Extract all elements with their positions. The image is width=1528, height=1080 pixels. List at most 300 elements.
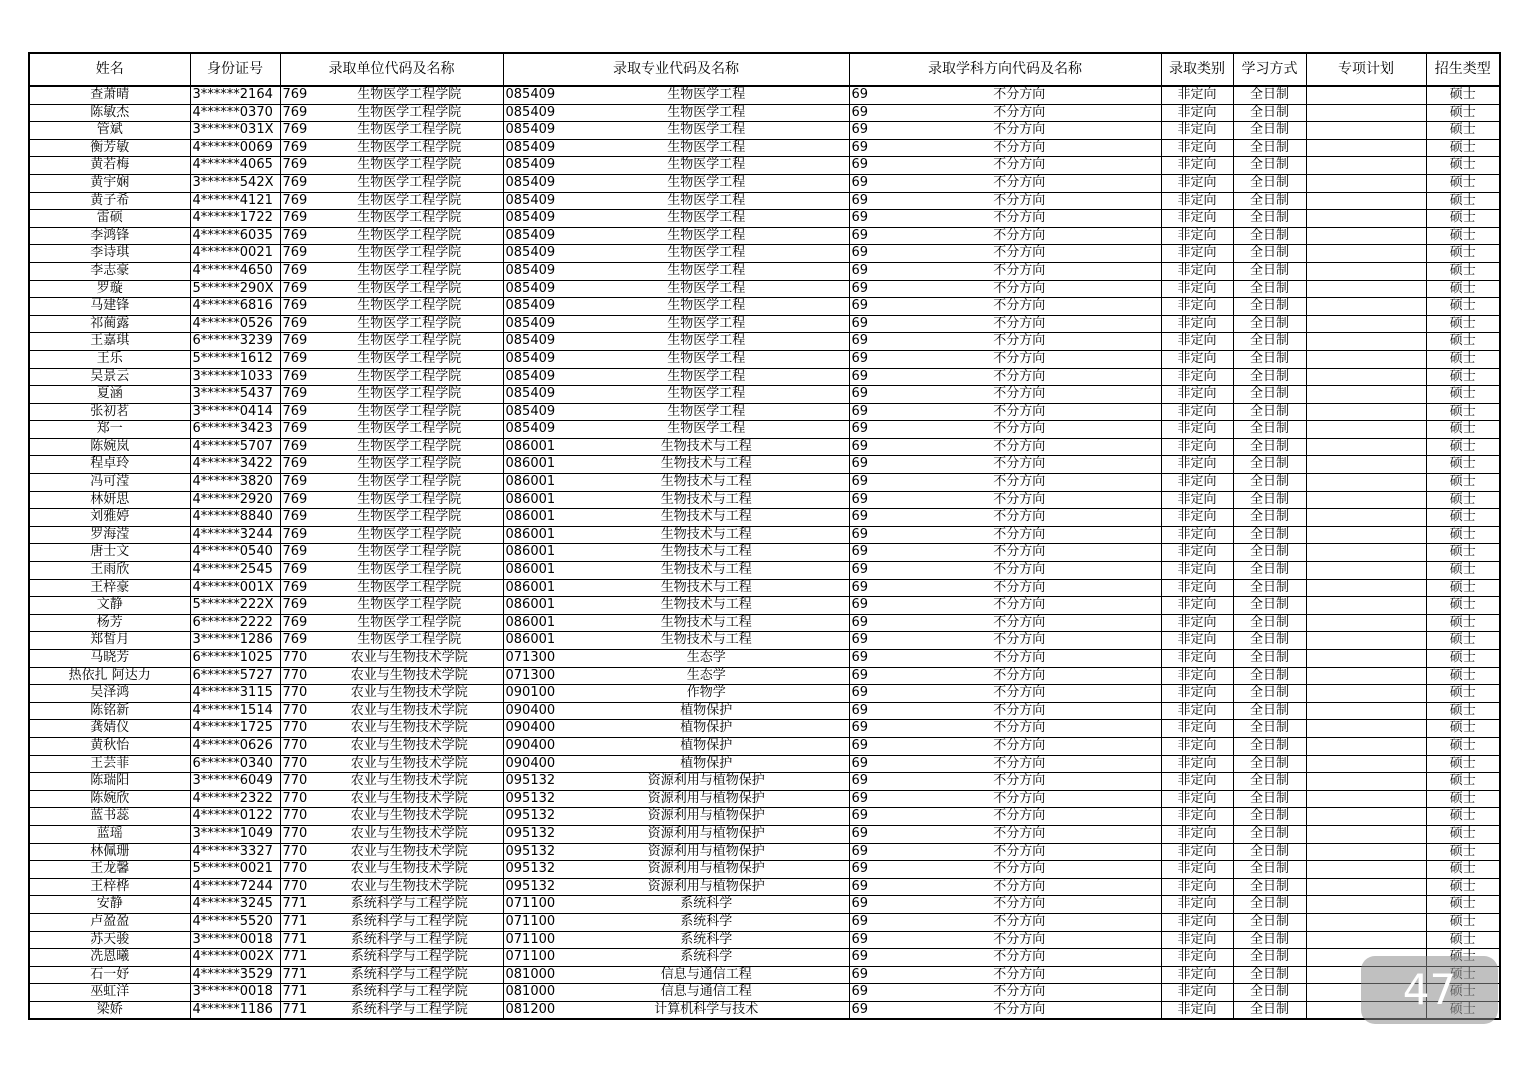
unit-code-cell: 770 [280, 737, 316, 755]
direction-name-cell: 不分方向 [878, 491, 1161, 509]
unit-name-cell: 生物医学工程学院 [316, 315, 503, 333]
unit-code-cell: 769 [280, 315, 316, 333]
table-row [29, 174, 1500, 192]
table-row [29, 755, 1500, 773]
direction-name-cell: 不分方向 [878, 808, 1161, 826]
unit-name-cell: 生物医学工程学院 [316, 632, 503, 650]
study-mode-cell: 全日制 [1233, 456, 1306, 474]
enrollment-type-cell: 硕士 [1426, 544, 1500, 562]
unit-code-cell: 769 [280, 509, 316, 527]
id-number-cell: 6******3239 [190, 333, 280, 351]
name-cell: 马建锋 [29, 298, 190, 316]
name-cell: 杨芳 [29, 614, 190, 632]
id-number-cell: 3******0018 [190, 984, 280, 1002]
major-code-cell: 085409 [503, 192, 564, 210]
enrollment-type-cell: 硕士 [1426, 210, 1500, 228]
unit-code-cell: 769 [280, 210, 316, 228]
direction-name-cell: 不分方向 [878, 403, 1161, 421]
major-name-cell: 植物保护 [564, 720, 849, 738]
unit-name-cell: 农业与生物技术学院 [316, 773, 503, 791]
admission-category-cell: 非定向 [1161, 368, 1233, 386]
direction-code-cell: 69 [849, 315, 878, 333]
id-number-cell: 5******0021 [190, 861, 280, 879]
enrollment-type-cell: 硕士 [1426, 825, 1500, 843]
name-cell: 黄若梅 [29, 157, 190, 175]
special-plan-cell [1306, 122, 1426, 140]
id-number-cell: 4******0540 [190, 544, 280, 562]
name-cell: 李诗琪 [29, 245, 190, 263]
major-name-cell: 生物医学工程 [564, 122, 849, 140]
enrollment-type-cell: 硕士 [1426, 438, 1500, 456]
unit-name-cell: 生物医学工程学院 [316, 597, 503, 615]
unit-name-cell: 生物医学工程学院 [316, 491, 503, 509]
table-row [29, 720, 1500, 738]
table-row [29, 562, 1500, 580]
id-number-cell: 5******222X [190, 597, 280, 615]
name-cell: 卢盈盈 [29, 913, 190, 931]
id-number-cell: 4******3245 [190, 896, 280, 914]
name-cell: 李志豪 [29, 262, 190, 280]
id-number-cell: 4******0526 [190, 315, 280, 333]
unit-code-cell: 769 [280, 474, 316, 492]
unit-code-cell: 769 [280, 562, 316, 580]
direction-code-cell: 69 [849, 438, 878, 456]
id-number-cell: 4******4650 [190, 262, 280, 280]
major-code-cell: 086001 [503, 597, 564, 615]
enrollment-type-cell: 硕士 [1426, 157, 1500, 175]
unit-name-cell: 农业与生物技术学院 [316, 720, 503, 738]
direction-name-cell: 不分方向 [878, 702, 1161, 720]
table-row [29, 315, 1500, 333]
name-cell: 王芸菲 [29, 755, 190, 773]
admission-category-cell: 非定向 [1161, 896, 1233, 914]
unit-name-cell: 农业与生物技术学院 [316, 667, 503, 685]
major-name-cell: 植物保护 [564, 702, 849, 720]
enrollment-type-cell: 硕士 [1426, 368, 1500, 386]
enrollment-type-cell: 硕士 [1426, 737, 1500, 755]
id-number-cell: 3******2164 [190, 86, 280, 104]
special-plan-cell [1306, 421, 1426, 439]
unit-name-cell: 系统科学与工程学院 [316, 966, 503, 984]
id-number-cell: 6******0340 [190, 755, 280, 773]
unit-code-cell: 769 [280, 122, 316, 140]
special-plan-cell [1306, 368, 1426, 386]
unit-code-cell: 771 [280, 1001, 316, 1019]
name-cell: 冼恩曦 [29, 949, 190, 967]
direction-code-cell: 69 [849, 755, 878, 773]
admission-category-cell: 非定向 [1161, 192, 1233, 210]
id-number-cell: 4******4121 [190, 192, 280, 210]
id-number-cell: 3******1033 [190, 368, 280, 386]
id-number-cell: 4******4065 [190, 157, 280, 175]
id-number-cell: 4******1722 [190, 210, 280, 228]
admission-category-cell: 非定向 [1161, 667, 1233, 685]
major-code-cell: 086001 [503, 579, 564, 597]
name-cell: 唐士文 [29, 544, 190, 562]
study-mode-cell: 全日制 [1233, 808, 1306, 826]
table-row [29, 614, 1500, 632]
special-plan-cell [1306, 403, 1426, 421]
enrollment-type-cell: 硕士 [1426, 421, 1500, 439]
major-name-cell: 资源利用与植物保护 [564, 861, 849, 879]
direction-code-cell: 69 [849, 368, 878, 386]
study-mode-cell: 全日制 [1233, 438, 1306, 456]
direction-code-cell: 69 [849, 403, 878, 421]
table-row [29, 878, 1500, 896]
unit-name-cell: 生物医学工程学院 [316, 509, 503, 527]
enrollment-type-cell: 硕士 [1426, 333, 1500, 351]
enrollment-type-cell: 硕士 [1426, 720, 1500, 738]
col-header-unit: 录取单位代码及名称 [280, 53, 503, 86]
special-plan-cell [1306, 755, 1426, 773]
major-code-cell: 085409 [503, 403, 564, 421]
name-cell: 雷硕 [29, 210, 190, 228]
major-name-cell: 生物医学工程 [564, 245, 849, 263]
direction-name-cell: 不分方向 [878, 913, 1161, 931]
name-cell: 热依扎 阿达力 [29, 667, 190, 685]
major-name-cell: 资源利用与植物保护 [564, 790, 849, 808]
id-number-cell: 3******0018 [190, 931, 280, 949]
unit-code-cell: 770 [280, 825, 316, 843]
admission-category-cell: 非定向 [1161, 174, 1233, 192]
direction-code-cell: 69 [849, 421, 878, 439]
major-name-cell: 生物医学工程 [564, 386, 849, 404]
major-name-cell: 生物医学工程 [564, 333, 849, 351]
table-row [29, 931, 1500, 949]
unit-code-cell: 770 [280, 650, 316, 668]
special-plan-cell [1306, 509, 1426, 527]
unit-name-cell: 农业与生物技术学院 [316, 755, 503, 773]
direction-name-cell: 不分方向 [878, 755, 1161, 773]
unit-code-cell: 769 [280, 86, 316, 104]
direction-name-cell: 不分方向 [878, 931, 1161, 949]
direction-code-cell: 69 [849, 350, 878, 368]
major-code-cell: 085409 [503, 210, 564, 228]
major-code-cell: 090400 [503, 737, 564, 755]
study-mode-cell: 全日制 [1233, 315, 1306, 333]
unit-code-cell: 769 [280, 421, 316, 439]
unit-code-cell: 769 [280, 298, 316, 316]
major-code-cell: 071100 [503, 913, 564, 931]
major-code-cell: 086001 [503, 438, 564, 456]
admission-category-cell: 非定向 [1161, 122, 1233, 140]
name-cell: 巫虹洋 [29, 984, 190, 1002]
special-plan-cell [1306, 474, 1426, 492]
direction-name-cell: 不分方向 [878, 210, 1161, 228]
admission-category-cell: 非定向 [1161, 262, 1233, 280]
study-mode-cell: 全日制 [1233, 562, 1306, 580]
unit-code-cell: 769 [280, 526, 316, 544]
name-cell: 张初茗 [29, 403, 190, 421]
direction-code-cell: 69 [849, 562, 878, 580]
major-name-cell: 系统科学 [564, 949, 849, 967]
unit-code-cell: 769 [280, 227, 316, 245]
admission-category-cell: 非定向 [1161, 315, 1233, 333]
admission-category-cell: 非定向 [1161, 737, 1233, 755]
id-number-cell: 4******6035 [190, 227, 280, 245]
special-plan-cell [1306, 174, 1426, 192]
direction-code-cell: 69 [849, 474, 878, 492]
major-code-cell: 095132 [503, 808, 564, 826]
table-row [29, 386, 1500, 404]
major-code-cell: 086001 [503, 614, 564, 632]
unit-name-cell: 生物医学工程学院 [316, 139, 503, 157]
major-code-cell: 085409 [503, 139, 564, 157]
study-mode-cell: 全日制 [1233, 913, 1306, 931]
table-row [29, 227, 1500, 245]
major-name-cell: 资源利用与植物保护 [564, 773, 849, 791]
admission-category-cell: 非定向 [1161, 421, 1233, 439]
special-plan-cell [1306, 526, 1426, 544]
direction-name-cell: 不分方向 [878, 245, 1161, 263]
study-mode-cell: 全日制 [1233, 157, 1306, 175]
id-number-cell: 4******6816 [190, 298, 280, 316]
admission-category-cell: 非定向 [1161, 773, 1233, 791]
major-code-cell: 085409 [503, 333, 564, 351]
direction-code-cell: 69 [849, 913, 878, 931]
table-row [29, 139, 1500, 157]
direction-code-cell: 69 [849, 509, 878, 527]
special-plan-cell [1306, 333, 1426, 351]
study-mode-cell: 全日制 [1233, 632, 1306, 650]
special-plan-cell [1306, 843, 1426, 861]
major-code-cell: 085409 [503, 86, 564, 104]
study-mode-cell: 全日制 [1233, 614, 1306, 632]
major-name-cell: 生物医学工程 [564, 139, 849, 157]
unit-name-cell: 生物医学工程学院 [316, 474, 503, 492]
direction-code-cell: 69 [849, 931, 878, 949]
unit-code-cell: 769 [280, 438, 316, 456]
id-number-cell: 4******001X [190, 579, 280, 597]
direction-name-cell: 不分方向 [878, 896, 1161, 914]
name-cell: 郑皙月 [29, 632, 190, 650]
special-plan-cell [1306, 139, 1426, 157]
unit-code-cell: 769 [280, 544, 316, 562]
name-cell: 程卓玲 [29, 456, 190, 474]
direction-code-cell: 69 [849, 896, 878, 914]
col-header-special-plan: 专项计划 [1306, 53, 1426, 86]
unit-name-cell: 农业与生物技术学院 [316, 737, 503, 755]
unit-name-cell: 农业与生物技术学院 [316, 843, 503, 861]
name-cell: 黄秋怡 [29, 737, 190, 755]
table-row [29, 843, 1500, 861]
direction-name-cell: 不分方向 [878, 368, 1161, 386]
table-row [29, 702, 1500, 720]
major-code-cell: 085409 [503, 245, 564, 263]
special-plan-cell [1306, 315, 1426, 333]
major-name-cell: 生物医学工程 [564, 86, 849, 104]
admission-category-cell: 非定向 [1161, 1001, 1233, 1019]
special-plan-cell [1306, 632, 1426, 650]
major-name-cell: 生物医学工程 [564, 262, 849, 280]
name-cell: 郑一 [29, 421, 190, 439]
table-row [29, 210, 1500, 228]
major-name-cell: 资源利用与植物保护 [564, 878, 849, 896]
enrollment-type-cell: 硕士 [1426, 350, 1500, 368]
name-cell: 管斌 [29, 122, 190, 140]
unit-code-cell: 769 [280, 104, 316, 122]
unit-name-cell: 生物医学工程学院 [316, 421, 503, 439]
direction-name-cell: 不分方向 [878, 456, 1161, 474]
study-mode-cell: 全日制 [1233, 966, 1306, 984]
enrollment-type-cell: 硕士 [1426, 386, 1500, 404]
major-code-cell: 081000 [503, 966, 564, 984]
unit-code-cell: 771 [280, 913, 316, 931]
special-plan-cell [1306, 896, 1426, 914]
direction-code-cell: 69 [849, 597, 878, 615]
direction-name-cell: 不分方向 [878, 333, 1161, 351]
major-name-cell: 植物保护 [564, 737, 849, 755]
major-name-cell: 生物技术与工程 [564, 597, 849, 615]
study-mode-cell: 全日制 [1233, 280, 1306, 298]
major-name-cell: 生物医学工程 [564, 192, 849, 210]
id-number-cell: 4******002X [190, 949, 280, 967]
admission-category-cell: 非定向 [1161, 702, 1233, 720]
admission-category-cell: 非定向 [1161, 210, 1233, 228]
admission-category-cell: 非定向 [1161, 878, 1233, 896]
direction-code-cell: 69 [849, 174, 878, 192]
table-row [29, 579, 1500, 597]
unit-name-cell: 生物医学工程学院 [316, 403, 503, 421]
direction-name-cell: 不分方向 [878, 544, 1161, 562]
admission-category-cell: 非定向 [1161, 227, 1233, 245]
special-plan-cell [1306, 720, 1426, 738]
major-code-cell: 071100 [503, 896, 564, 914]
major-name-cell: 生物技术与工程 [564, 562, 849, 580]
name-cell: 吴景云 [29, 368, 190, 386]
admission-category-cell: 非定向 [1161, 966, 1233, 984]
major-name-cell: 生物技术与工程 [564, 632, 849, 650]
major-code-cell: 085409 [503, 174, 564, 192]
enrollment-type-cell: 硕士 [1426, 104, 1500, 122]
enrollment-type-cell: 硕士 [1426, 298, 1500, 316]
direction-name-cell: 不分方向 [878, 438, 1161, 456]
major-name-cell: 生物医学工程 [564, 368, 849, 386]
header-row [29, 53, 1500, 86]
study-mode-cell: 全日制 [1233, 227, 1306, 245]
major-code-cell: 090400 [503, 720, 564, 738]
unit-name-cell: 生物医学工程学院 [316, 456, 503, 474]
id-number-cell: 3******0414 [190, 403, 280, 421]
major-name-cell: 生物技术与工程 [564, 509, 849, 527]
direction-code-cell: 69 [849, 456, 878, 474]
name-cell: 马晓芳 [29, 650, 190, 668]
study-mode-cell: 全日制 [1233, 104, 1306, 122]
admission-category-cell: 非定向 [1161, 913, 1233, 931]
major-name-cell: 生物医学工程 [564, 350, 849, 368]
unit-code-cell: 770 [280, 755, 316, 773]
major-code-cell: 085409 [503, 315, 564, 333]
unit-name-cell: 生物医学工程学院 [316, 350, 503, 368]
direction-code-cell: 69 [849, 861, 878, 879]
admission-category-cell: 非定向 [1161, 931, 1233, 949]
table-row [29, 825, 1500, 843]
direction-code-cell: 69 [849, 86, 878, 104]
study-mode-cell: 全日制 [1233, 474, 1306, 492]
direction-name-cell: 不分方向 [878, 966, 1161, 984]
col-header-enrollment-type: 招生类型 [1426, 53, 1500, 86]
direction-code-cell: 69 [849, 650, 878, 668]
special-plan-cell [1306, 386, 1426, 404]
name-cell: 王乐 [29, 350, 190, 368]
name-cell: 李鸿锋 [29, 227, 190, 245]
name-cell: 罗海滢 [29, 526, 190, 544]
unit-name-cell: 农业与生物技术学院 [316, 861, 503, 879]
unit-code-cell: 770 [280, 878, 316, 896]
unit-name-cell: 生物医学工程学院 [316, 298, 503, 316]
major-code-cell: 095132 [503, 773, 564, 791]
direction-name-cell: 不分方向 [878, 1001, 1161, 1019]
major-name-cell: 生物技术与工程 [564, 474, 849, 492]
id-number-cell: 4******3244 [190, 526, 280, 544]
major-code-cell: 085409 [503, 421, 564, 439]
direction-name-cell: 不分方向 [878, 984, 1161, 1002]
unit-name-cell: 生物医学工程学院 [316, 86, 503, 104]
major-code-cell: 085409 [503, 280, 564, 298]
unit-name-cell: 生物医学工程学院 [316, 544, 503, 562]
id-number-cell: 6******3423 [190, 421, 280, 439]
special-plan-cell [1306, 790, 1426, 808]
direction-name-cell: 不分方向 [878, 104, 1161, 122]
major-name-cell: 生物医学工程 [564, 227, 849, 245]
unit-name-cell: 生物医学工程学院 [316, 579, 503, 597]
major-name-cell: 资源利用与植物保护 [564, 825, 849, 843]
direction-name-cell: 不分方向 [878, 262, 1161, 280]
admission-category-cell: 非定向 [1161, 403, 1233, 421]
major-code-cell: 071300 [503, 650, 564, 668]
table-row [29, 262, 1500, 280]
unit-code-cell: 771 [280, 949, 316, 967]
direction-name-cell: 不分方向 [878, 632, 1161, 650]
name-cell: 王梓豪 [29, 579, 190, 597]
unit-code-cell: 769 [280, 491, 316, 509]
direction-name-cell: 不分方向 [878, 157, 1161, 175]
name-cell: 陈敏杰 [29, 104, 190, 122]
col-header-name: 姓名 [29, 53, 190, 86]
name-cell: 罗璇 [29, 280, 190, 298]
major-code-cell: 085409 [503, 227, 564, 245]
admission-category-cell: 非定向 [1161, 104, 1233, 122]
major-code-cell: 086001 [503, 632, 564, 650]
special-plan-cell [1306, 350, 1426, 368]
name-cell: 陈婉岚 [29, 438, 190, 456]
direction-code-cell: 69 [849, 843, 878, 861]
id-number-cell: 4******2545 [190, 562, 280, 580]
major-name-cell: 资源利用与植物保护 [564, 843, 849, 861]
unit-code-cell: 769 [280, 350, 316, 368]
unit-name-cell: 生物医学工程学院 [316, 280, 503, 298]
unit-code-cell: 771 [280, 966, 316, 984]
major-code-cell: 085409 [503, 368, 564, 386]
direction-code-cell: 69 [849, 280, 878, 298]
enrollment-type-cell: 硕士 [1426, 139, 1500, 157]
admission-category-cell: 非定向 [1161, 579, 1233, 597]
enrollment-type-cell: 硕士 [1426, 685, 1500, 703]
study-mode-cell: 全日制 [1233, 843, 1306, 861]
table-row [29, 949, 1500, 967]
name-cell: 陈瑞阳 [29, 773, 190, 791]
major-name-cell: 生物技术与工程 [564, 614, 849, 632]
direction-code-cell: 69 [849, 227, 878, 245]
name-cell: 安静 [29, 896, 190, 914]
study-mode-cell: 全日制 [1233, 949, 1306, 967]
direction-name-cell: 不分方向 [878, 720, 1161, 738]
name-cell: 陈铭新 [29, 702, 190, 720]
name-cell: 蓝书蕊 [29, 808, 190, 826]
name-cell: 吴泽鸿 [29, 685, 190, 703]
special-plan-cell [1306, 280, 1426, 298]
enrollment-type-cell: 硕士 [1426, 896, 1500, 914]
